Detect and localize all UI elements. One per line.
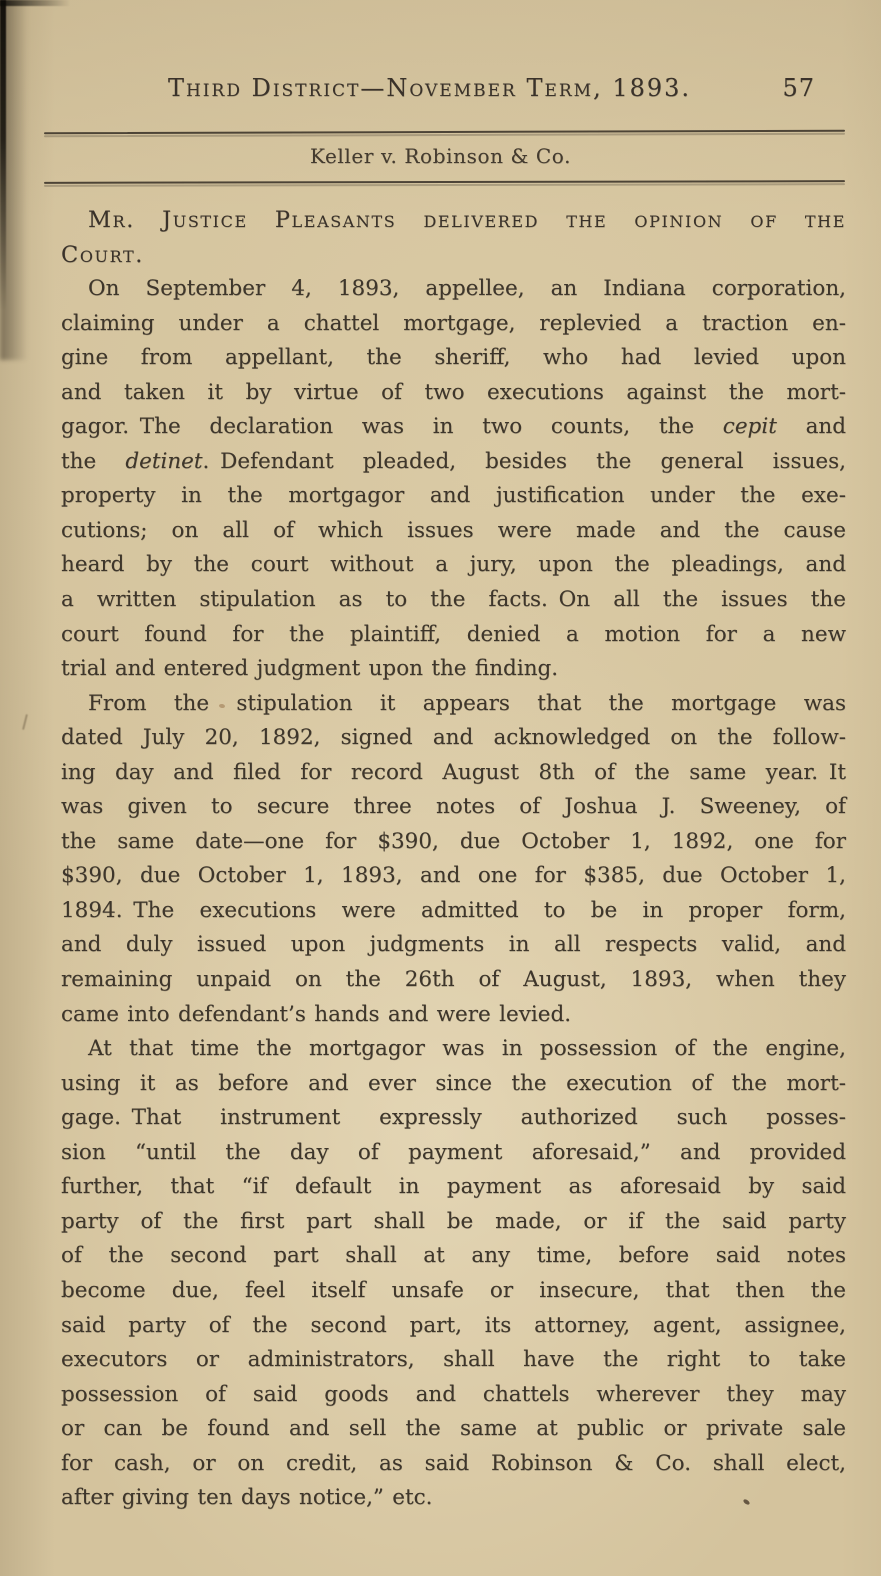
scan-corner-artifact xyxy=(0,0,70,6)
text-line xyxy=(61,1101,846,1136)
text-line xyxy=(61,825,846,860)
text-segment: executors or administrators, shall have the right to take xyxy=(61,1347,846,1373)
text-segment: $390, due October 1, 1893, and one for $385, due October 1, xyxy=(61,863,846,889)
opinion-body xyxy=(61,203,846,1516)
text-line xyxy=(61,203,846,238)
text-line xyxy=(61,514,846,549)
text-line xyxy=(61,963,846,998)
text-segment: gine from appellant, the sheriff, who had levied upon xyxy=(61,345,846,371)
text-segment: trial and entered judgment upon the finding. xyxy=(61,656,559,682)
text-segment: using it as before and ever since the execution of the mort- xyxy=(61,1070,846,1096)
text-segment: Mr. Justice Pleasants delivered the opinion of the xyxy=(88,207,846,233)
text-segment: and xyxy=(776,414,847,440)
text-line xyxy=(61,1032,846,1067)
text-segment: further, that “if default in payment as aforesaid by said xyxy=(61,1174,846,1200)
text-segment: gage. That instrument expressly authorized such posses- xyxy=(61,1105,846,1131)
header-rule-bottom xyxy=(44,180,845,184)
text-segment: property in the mortgagor and justification under the exe- xyxy=(61,483,846,509)
running-head-title: Third District—November Term, 1893. xyxy=(167,74,692,102)
text-line xyxy=(61,272,846,307)
text-line xyxy=(61,1481,846,1516)
text-line xyxy=(61,1205,846,1240)
text-line xyxy=(61,618,846,653)
text-line xyxy=(61,1412,846,1447)
text-line xyxy=(61,1067,846,1102)
text-segment: court found for the plaintiff, denied a motion for a new xyxy=(61,621,846,647)
text-segment: heard by the court without a jury, upon the pleadings, and xyxy=(61,552,846,578)
text-segment: party of the first part shall be made, or if the said party xyxy=(61,1208,846,1234)
text-line xyxy=(61,1239,846,1274)
text-line xyxy=(61,479,846,514)
text-segment: From the stipulation it appears that the mortgage was xyxy=(88,690,846,716)
text-segment: or can be found and sell the same at public or private sale xyxy=(61,1416,846,1442)
text-segment: dated July 20, 1892, signed and acknowledged on the follow- xyxy=(61,725,846,751)
paper-crease xyxy=(22,714,28,730)
text-line xyxy=(61,1447,846,1482)
header-rule-top xyxy=(44,130,845,135)
text-segment: Court. xyxy=(61,241,145,268)
text-segment: gagor. The declaration was in two counts, the xyxy=(61,414,723,440)
text-segment: ing day and filed for record August 8th of the same year. It xyxy=(61,759,846,785)
text-segment: At that time the mortgagor was in possession of the engine, xyxy=(88,1036,846,1062)
text-segment: remaining unpaid on the 26th of August, 1893, when they xyxy=(61,967,846,993)
text-line xyxy=(61,894,846,929)
text-line xyxy=(61,1343,846,1378)
text-line xyxy=(61,1378,846,1413)
text-segment: sion “until the day of payment aforesaid,” and provided xyxy=(61,1139,846,1165)
text-line xyxy=(61,928,846,963)
case-name: Keller v. Robinson & Co. xyxy=(309,144,572,168)
text-segment: for cash, or on credit, as said Robinson & Co. shall elect, xyxy=(61,1450,846,1476)
text-segment: claiming under a chattel mortgage, replevied a traction en- xyxy=(61,310,846,336)
italic-term: cepit xyxy=(722,414,777,440)
text-segment: and duly issued upon judgments in all respects valid, and xyxy=(61,932,846,958)
text-line xyxy=(61,1309,846,1344)
running-head xyxy=(42,74,817,102)
text-segment: . Defendant pleaded, besides the general issues, xyxy=(202,448,847,474)
page-number: 57 xyxy=(782,74,815,102)
text-line xyxy=(61,652,846,687)
text-line xyxy=(61,859,846,894)
text-line xyxy=(61,376,846,411)
text-segment: become due, feel itself unsafe or insecure, that then the xyxy=(61,1277,846,1303)
text-segment: the same date—one for $390, due October 1, 1892, one for xyxy=(61,828,846,854)
text-line xyxy=(61,583,846,618)
text-segment: of the second part shall at any time, before said notes xyxy=(61,1243,846,1269)
text-segment: the xyxy=(61,448,126,474)
text-line xyxy=(61,687,846,722)
text-segment: cutions; on all of which issues were made and the cause xyxy=(61,517,846,543)
text-line xyxy=(61,341,846,376)
text-segment: possession of said goods and chattels wherever they may xyxy=(61,1381,846,1407)
text-line xyxy=(61,238,846,273)
text-segment: said party of the second part, its attorney, agent, assignee, xyxy=(61,1312,846,1338)
text-segment: after giving ten days notice,” etc. xyxy=(61,1485,433,1511)
text-line xyxy=(61,756,846,791)
text-segment: was given to secure three notes of Joshua J. Sweeney, of xyxy=(61,794,846,820)
text-segment: On September 4, 1893, appellee, an Indiana corporation, xyxy=(88,276,846,302)
text-line xyxy=(61,1274,846,1309)
text-segment: 1894. The executions were admitted to be in proper form, xyxy=(61,897,846,923)
text-segment: a written stipulation as to the facts. On all the issues the xyxy=(61,587,846,613)
text-line xyxy=(61,1170,846,1205)
text-line xyxy=(61,721,846,756)
italic-term: detinet xyxy=(125,448,203,474)
text-line xyxy=(61,998,846,1033)
text-line xyxy=(61,410,846,445)
text-segment: came into defendant’s hands and were levied. xyxy=(61,1001,572,1027)
text-line xyxy=(61,548,846,583)
text-line xyxy=(61,307,846,342)
text-line xyxy=(61,790,846,825)
text-segment: and taken it by virtue of two executions against the mort- xyxy=(61,379,846,405)
text-line xyxy=(61,445,846,480)
text-line xyxy=(61,1136,846,1171)
